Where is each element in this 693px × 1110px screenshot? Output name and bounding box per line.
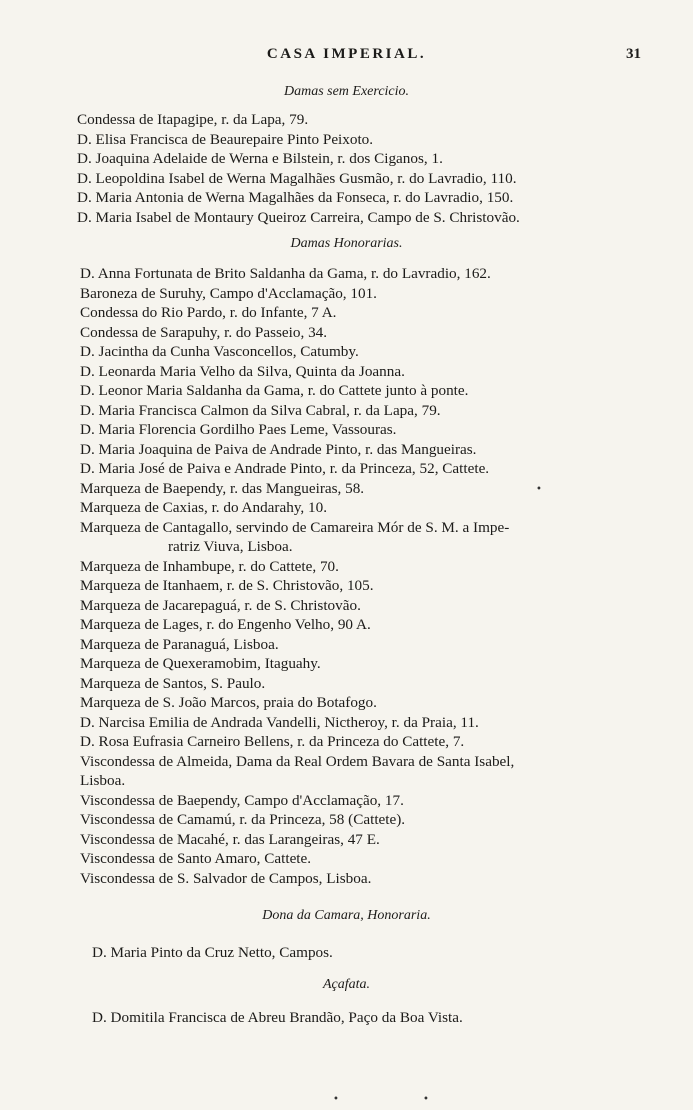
entry-list-damas-sem-exercicio [77, 110, 520, 227]
list-item: Viscondessa de Santo Amaro, Cattete. [80, 850, 312, 867]
page-number: 31 [626, 46, 641, 62]
list-item: D. Rosa Eufrasia Carneiro Bellens, r. da Princeza do Cattete, 7. [80, 733, 465, 750]
list-item: D. Narcisa Emilia de Andrada Vandelli, Nictheroy, r. da Praia, 11. [80, 713, 479, 731]
list-item: Marqueza de Paranaguá, Lisboa. [80, 635, 279, 653]
list-item: D. Leopoldina Isabel de Werna Magalhães Gusmão, r. do Lavradio, 110. [77, 169, 517, 187]
running-title: CASA IMPERIAL. [266, 46, 427, 62]
list-item: Marqueza de Inhambupe, r. do Cattete, 70. [80, 557, 339, 575]
list-item: Viscondessa de Almeida, Dama da Real Ordem Bavara de Santa Isabel, [80, 752, 515, 770]
page-header [0, 46, 693, 68]
list-item: Marqueza de Quexeramobim, Itaguahy. [80, 655, 321, 672]
print-mark: • [423, 1094, 429, 1105]
list-item: Marqueza de Lages, r. do Engenho Velho, 90 A. [80, 616, 371, 633]
list-item-continuation: ratriz Viuva, Lisboa. [168, 538, 293, 555]
section-heading-damas-honorarias: Damas Honorarias. [290, 236, 403, 251]
list-item: D. Domitila Francisca de Abreu Brandão, Paço da Boa Vista. [92, 1009, 463, 1026]
print-mark: • [333, 1094, 339, 1105]
list-item: Condessa de Sarapuhy, r. do Passeio, 34. [80, 323, 328, 341]
section-heading-acafata: Açafata. [322, 977, 371, 992]
list-item: D. Maria Isabel de Montaury Queiroz Carreira, Campo de S. Christovão. [77, 208, 520, 226]
list-item: D. Maria Florencia Gordilho Paes Leme, Vassouras. [80, 421, 397, 438]
entry-list-acafata [92, 1008, 463, 1028]
list-item: D. Jacintha da Cunha Vasconcellos, Catumby. [80, 343, 359, 360]
list-item: Viscondessa de S. Salvador de Campos, Lisboa. [80, 869, 372, 887]
list-item: Marqueza de Santos, S. Paulo. [80, 674, 266, 692]
list-item: Marqueza de S. João Marcos, praia do Botafogo. [80, 694, 377, 711]
list-item: Viscondessa de Macahé, r. das Larangeiras, 47 E. [80, 830, 380, 848]
list-item: Baroneza de Suruhy, Campo d'Acclamação, 101. [80, 284, 377, 302]
entry-list-dona-da-camara [92, 943, 333, 963]
list-item: Marqueza de Baependy, r. das Mangueiras, 58. [80, 479, 365, 497]
list-item: D. Maria Joaquina de Paiva de Andrade Pinto, r. das Mangueiras. [80, 440, 477, 458]
section-heading-damas-sem-exercicio: Damas sem Exercicio. [283, 84, 410, 99]
list-item: D. Elisa Francisca de Beaurepaire Pinto Peixoto. [77, 130, 374, 148]
list-item: D. Leonarda Maria Velho da Silva, Quinta da Joanna. [80, 362, 405, 380]
list-item: Marqueza de Jacarepaguá, r. de S. Christovão. [80, 596, 361, 614]
list-item: D. Joaquina Adelaide de Werna e Bilstein, r. dos Ciganos, 1. [77, 150, 443, 167]
list-item: Marqueza de Cantagallo, servindo de Camareira Mór de S. M. a Impe- [80, 518, 510, 536]
list-item: Marqueza de Itanhaem, r. de S. Christovão, 105. [80, 577, 374, 594]
list-item: D. Leonor Maria Saldanha da Gama, r. do Cattete junto à ponte. [80, 382, 469, 399]
list-item: Condessa de Itapagipe, r. da Lapa, 79. [77, 111, 309, 128]
list-item: Viscondessa de Camamú, r. da Princeza, 58 (Cattete). [80, 811, 406, 828]
list-item: Lisboa. [80, 772, 126, 789]
entry-list-damas-honorarias [80, 264, 514, 888]
list-item: Marqueza de Caxias, r. do Andarahy, 10. [80, 499, 328, 516]
list-item: D. Maria Antonia de Werna Magalhães da Fonseca, r. do Lavradio, 150. [77, 189, 514, 206]
list-item: Viscondessa de Baependy, Campo d'Acclamação, 17. [80, 791, 404, 809]
list-item: D. Maria Francisca Calmon da Silva Cabral, r. da Lapa, 79. [80, 401, 441, 419]
list-item: D. Maria Pinto da Cruz Netto, Campos. [92, 944, 333, 961]
section-heading-dona-da-camara: Dona da Camara, Honoraria. [262, 908, 431, 923]
list-item: D. Anna Fortunata de Brito Saldanha da Gama, r. do Lavradio, 162. [80, 265, 491, 282]
list-item: Condessa do Rio Pardo, r. do Infante, 7 A. [80, 304, 337, 321]
list-item: D. Maria José de Paiva e Andrade Pinto, r. da Princeza, 52, Cattete. [80, 460, 490, 477]
print-mark: • [536, 484, 542, 495]
